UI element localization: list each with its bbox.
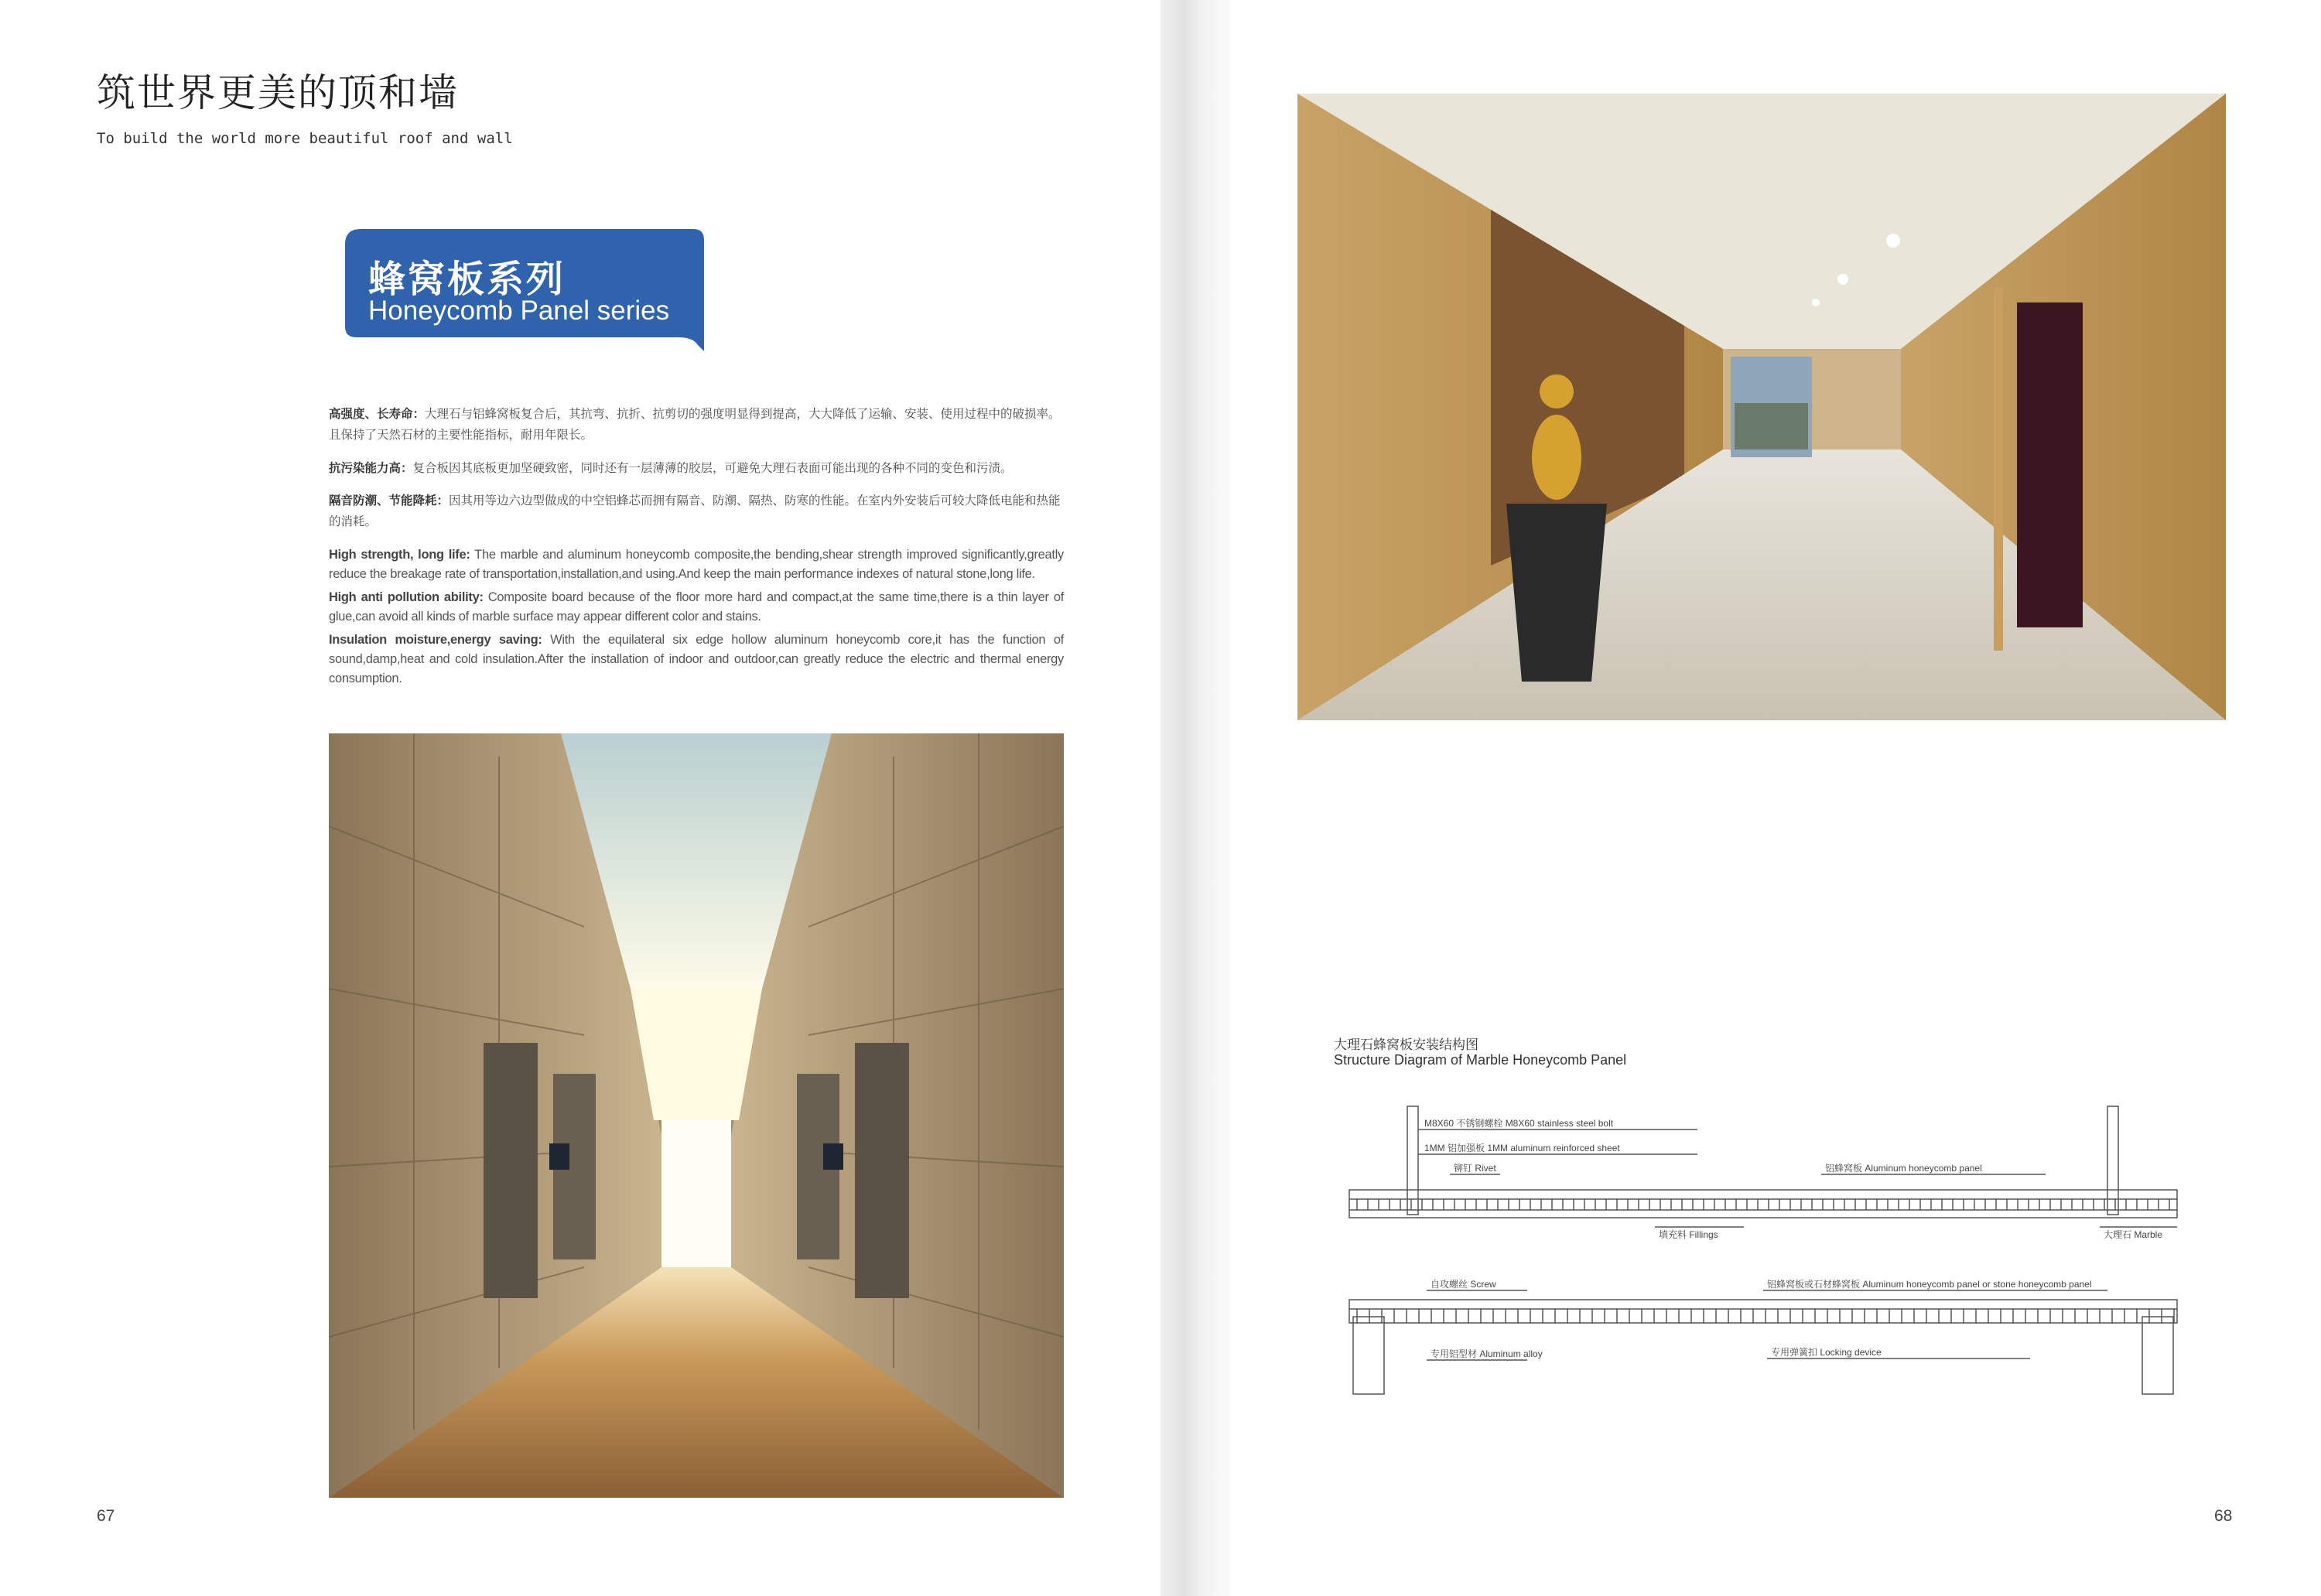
page-number-right: 68: [2214, 1507, 2233, 1525]
label-screw: 自攻螺丝 Screw: [1431, 1279, 1496, 1290]
page-title-cn: 筑世界更美的顶和墙: [97, 70, 459, 115]
en-paragraph-pollution: High anti pollution ability: Composite board because of the floor more hard and compact,at the same time,there is a thin layer of glue,can avoid all kinds of marble surface may appear different color and stains.: [329, 590, 1064, 624]
diagram-title-en: Structure Diagram of Marble Honeycomb Panel: [1334, 1052, 1627, 1068]
page-title-en: To build the world more beautiful roof and wall: [97, 130, 513, 147]
label-reinforced-sheet: 1MM 铝加强板 1MM aluminum reinforced sheet: [1424, 1143, 1620, 1153]
label-rivet: 铆钉 Rivet: [1454, 1163, 1496, 1174]
banner-title-en: Honeycomb Panel series: [368, 296, 670, 326]
page-number-left: 67: [97, 1507, 115, 1525]
en-paragraph-strength: High strength, long life: The marble and aluminum honeycomb composite,the bending,shear strength improved significantly,greatly reduce the breakage rate of transportation,installation,and using.And keep the main performance indexes of natural stone,long life.: [329, 548, 1064, 581]
structure-diagram: [1334, 1083, 2185, 1408]
cn-paragraph-strength: 高强度、长寿命：大理石与铝蜂窝板复合后，其抗弯、抗折、抗剪切的强度明显得到提高，大大降低了运输、安装、使用过程中的破损率。且保持了天然石材的主要性能指标，耐用年限长。: [329, 407, 1061, 442]
banner-title-cn: 蜂窝板系列: [368, 258, 566, 301]
label-locking-device: 专用弹簧扣 Locking device: [1771, 1347, 1882, 1358]
cn-paragraph-insulation: 隔音防潮、节能降耗：因其用等边六边型做成的中空铝蜂芯而拥有隔音、防潮、隔热、防寒的性能。在室内外安装后可较大降低电能和热能的消耗。: [329, 494, 1061, 528]
label-marble: 大理石 Marble: [2104, 1229, 2163, 1240]
label-panel-or-stone: 铝蜂窝板或石材蜂窝板 Aluminum honeycomb panel or stone honeycomb panel: [1767, 1279, 2092, 1290]
corridor-photo: [1297, 94, 2226, 720]
cn-paragraph-pollution: 抗污染能力高：复合板因其底板更加坚硬致密，同时还有一层薄薄的胶层，可避免大理石表面可能出现的各种不同的变色和污渍。: [329, 461, 1013, 475]
label-fillings: 填充料 Fillings: [1659, 1229, 1718, 1240]
diagram-title-cn: 大理石蜂窝板安装结构图: [1334, 1037, 1478, 1053]
book-gutter: [1160, 0, 1230, 1596]
en-paragraph-insulation: Insulation moisture,energy saving: With the equilateral six edge hollow aluminum honeycomb core,it has the function of sound,damp,heat and cold insulation.After the installation of indoor and outdoor,can greatly reduce the electric and thermal energy consumption.: [329, 633, 1064, 685]
label-aluminum-alloy: 专用铝型材 Aluminum alloy: [1431, 1348, 1543, 1359]
elevator-lobby-photo: [329, 733, 1064, 1498]
label-bolt: M8X60 不锈钢螺栓 M8X60 stainless steel bolt: [1424, 1118, 1614, 1129]
label-honeycomb-panel: 铝蜂窝板 Aluminum honeycomb panel: [1825, 1163, 1982, 1174]
